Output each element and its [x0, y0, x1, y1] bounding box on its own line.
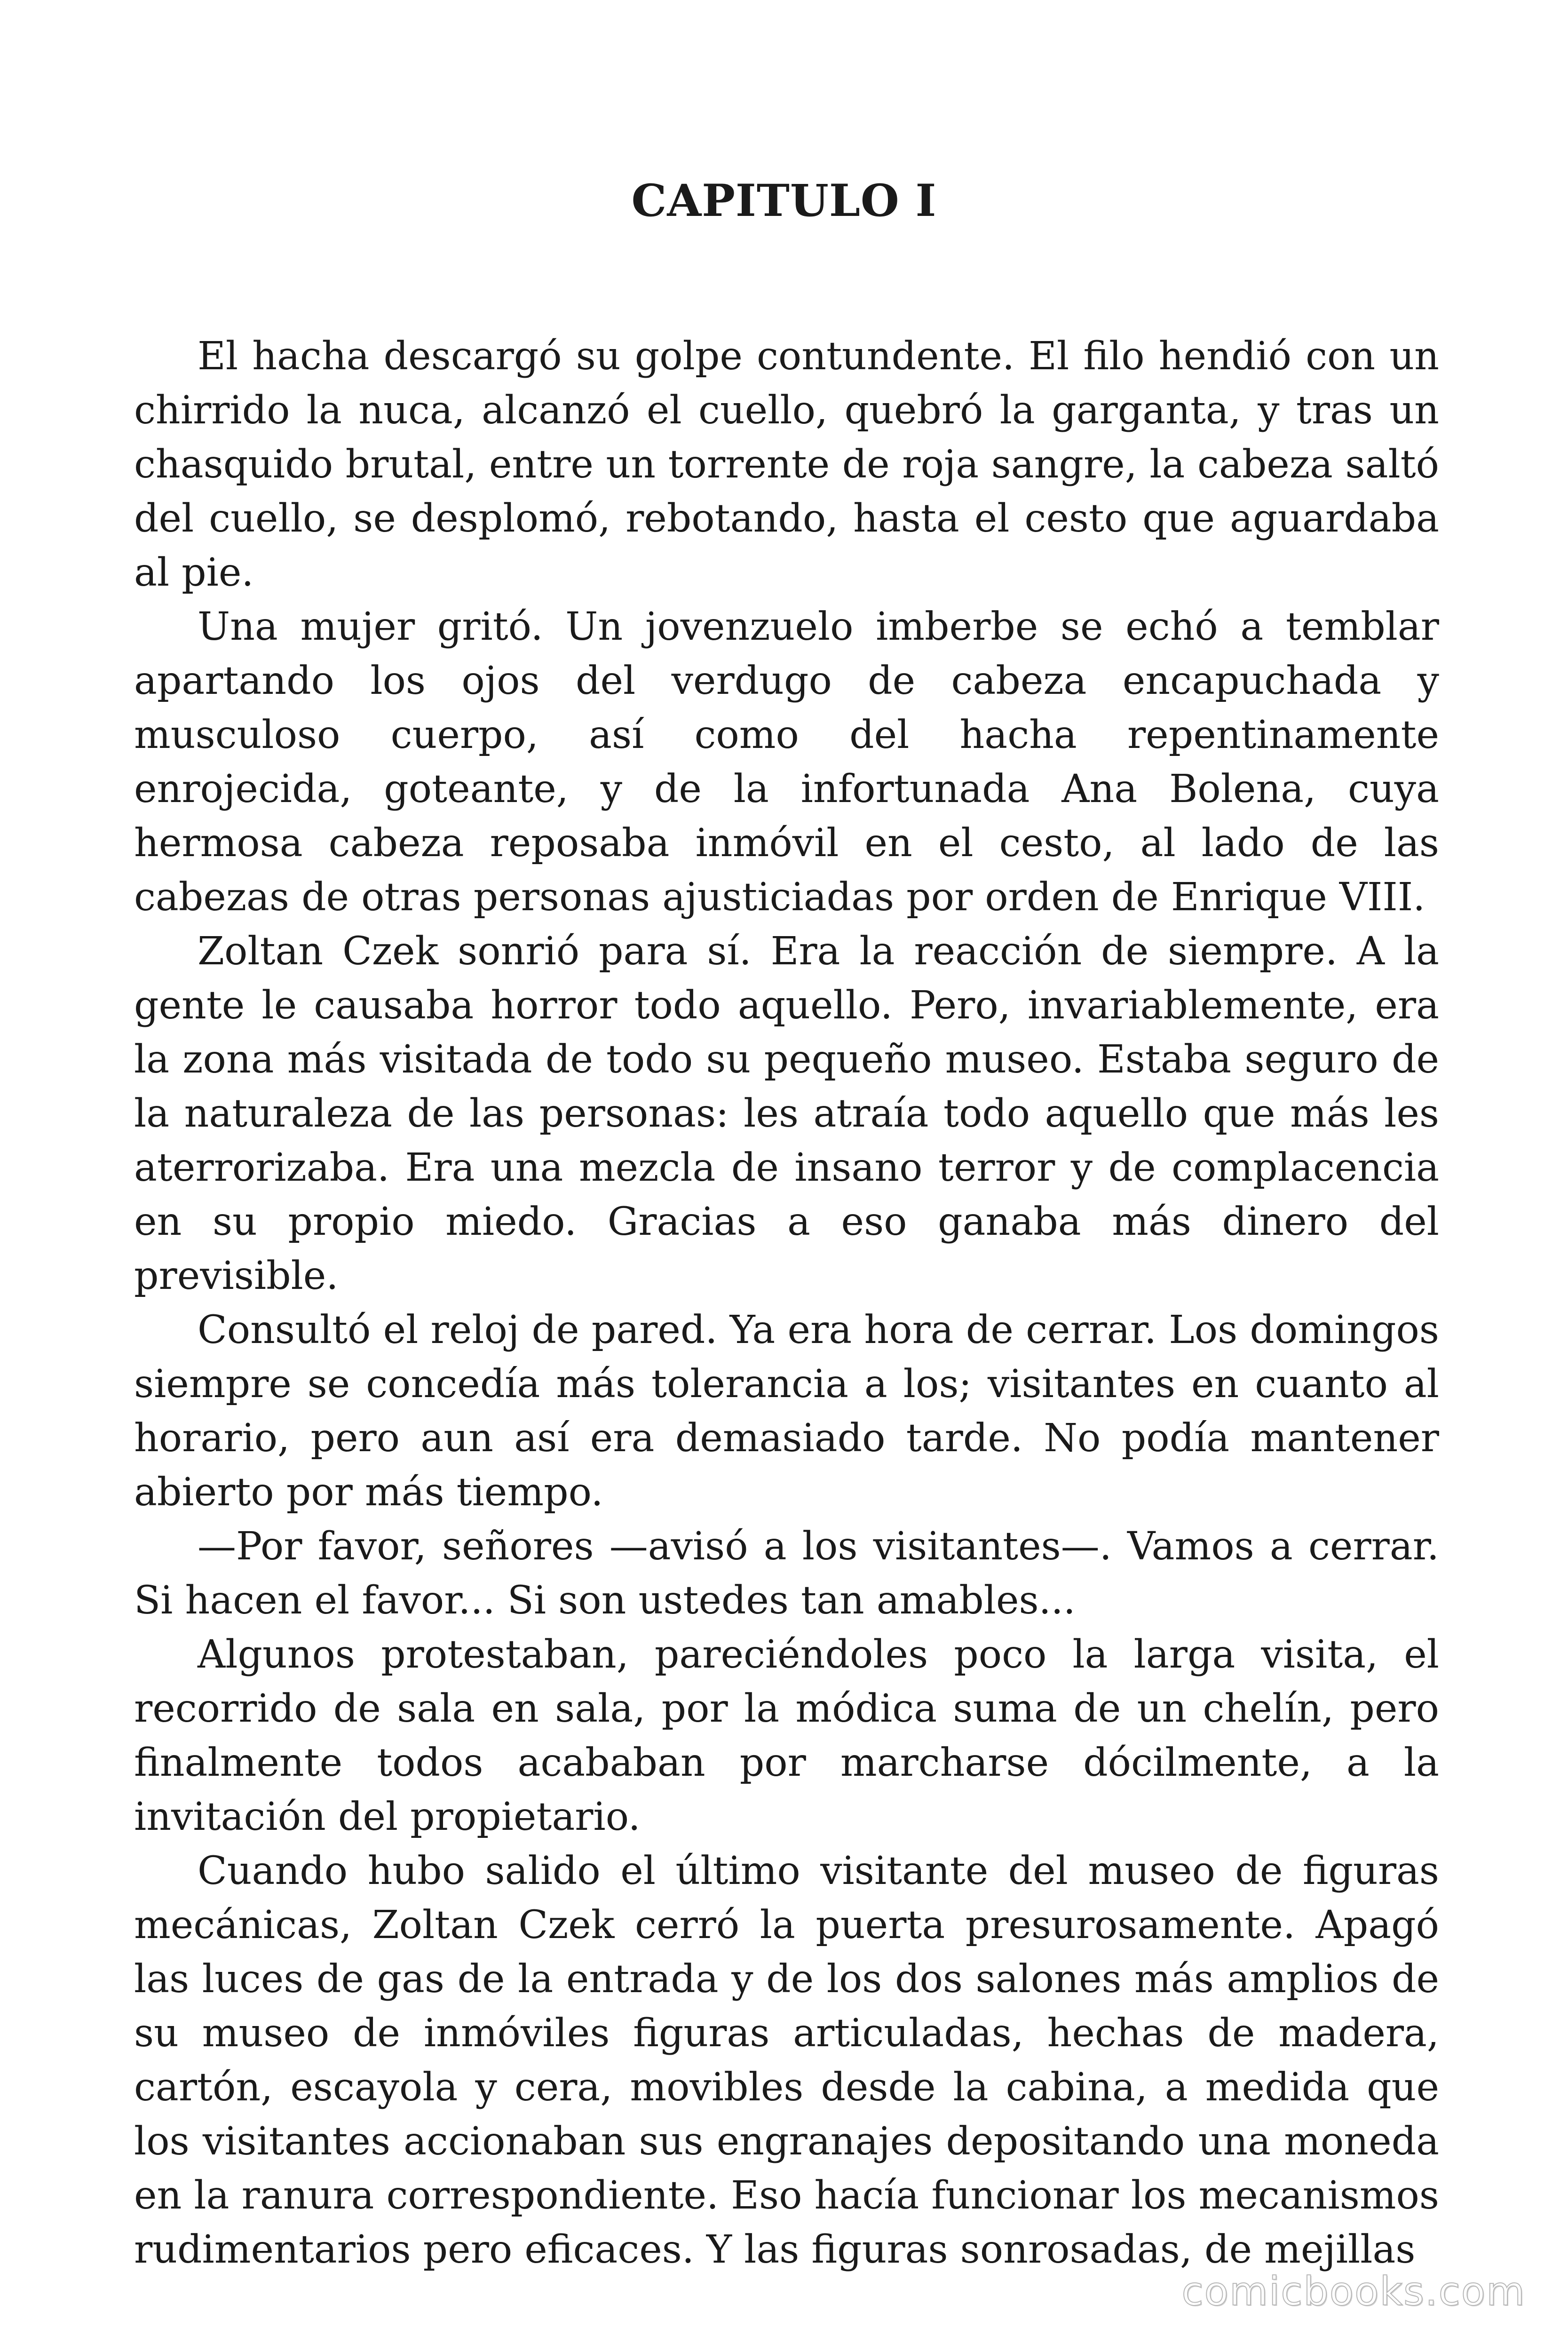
paragraph: El hacha descargó su golpe contundente. El filo hendió con un chirrido la nuca, alcanzó el cuello, quebró la garganta, y tras un chasquido brutal, entre un torrente de roja sangre, la cabeza saltó del cuello, se desplomó, rebotando, hasta el cesto que aguardaba al pie.: [134, 334, 1439, 595]
site-watermark: comicbooks.com: [1181, 2268, 1526, 2314]
paragraph: Consultó el reloj de pared. Ya era hora de cerrar. Los domingos siempre se concedía más tolerancia a los; visitantes en cuanto al horario, pero aun así era demasiado tarde. No podía mantener abierto por más tiempo.: [134, 1308, 1439, 1515]
paragraph: Zoltan Czek sonrió para sí. Era la reacción de siempre. A la gente le causaba horror todo aquello. Pero, invariablemente, era la zona más visitada de todo su pequeño museo. Estaba seguro de la naturaleza de las personas: les atraía todo aquello que más les aterrorizaba. Era una mezcla de insano terror y de complacencia en su propio miedo. Gracias a eso ganaba más dinero del previsible.: [134, 929, 1439, 1298]
paragraph: Cuando hubo salido el último visitante del museo de figuras mecánicas, Zoltan Czek cerró la puerta presurosamente. Apagó las luces de gas de la entrada y de los dos salones más amplios de su museo de inmóviles figuras articuladas, hechas de madera, cartón, escayola y cera, movibles desde la cabina, a medida que los visitantes accionaban sus engranajes depositando una moneda en la ranura correspondiente. Eso hacía funcionar los mecanismos rudimentarios pero eficaces. Y las figuras sonrosadas, de mejillas: [134, 1849, 1439, 2272]
paragraph: —Por favor, señores —avisó a los visitantes—. Vamos a cerrar. Si hacen el favor... Si son ustedes tan amables...: [134, 1524, 1439, 1623]
paragraph: Una mujer gritó. Un jovenzuelo imberbe se echó a temblar apartando los ojos del verdugo de cabeza encapuchada y musculoso cuerpo, así como del hacha repentinamente enrojecida, goteante, y de la infortunada Ana Bolena, cuya hermosa cabeza reposaba inmóvil en el cesto, al lado de las cabezas de otras personas ajusticiadas por orden de Enrique VIII.: [134, 604, 1439, 920]
chapter-body: [134, 329, 1439, 2277]
paragraph: Algunos protestaban, pareciéndoles poco la larga visita, el recorrido de sala en sala, por la módica suma de un chelín, pero finalmente todos acababan por marcharse dócilmente, a la invitación del propietario.: [134, 1632, 1439, 1839]
chapter-title: CAPITULO I: [631, 175, 937, 227]
